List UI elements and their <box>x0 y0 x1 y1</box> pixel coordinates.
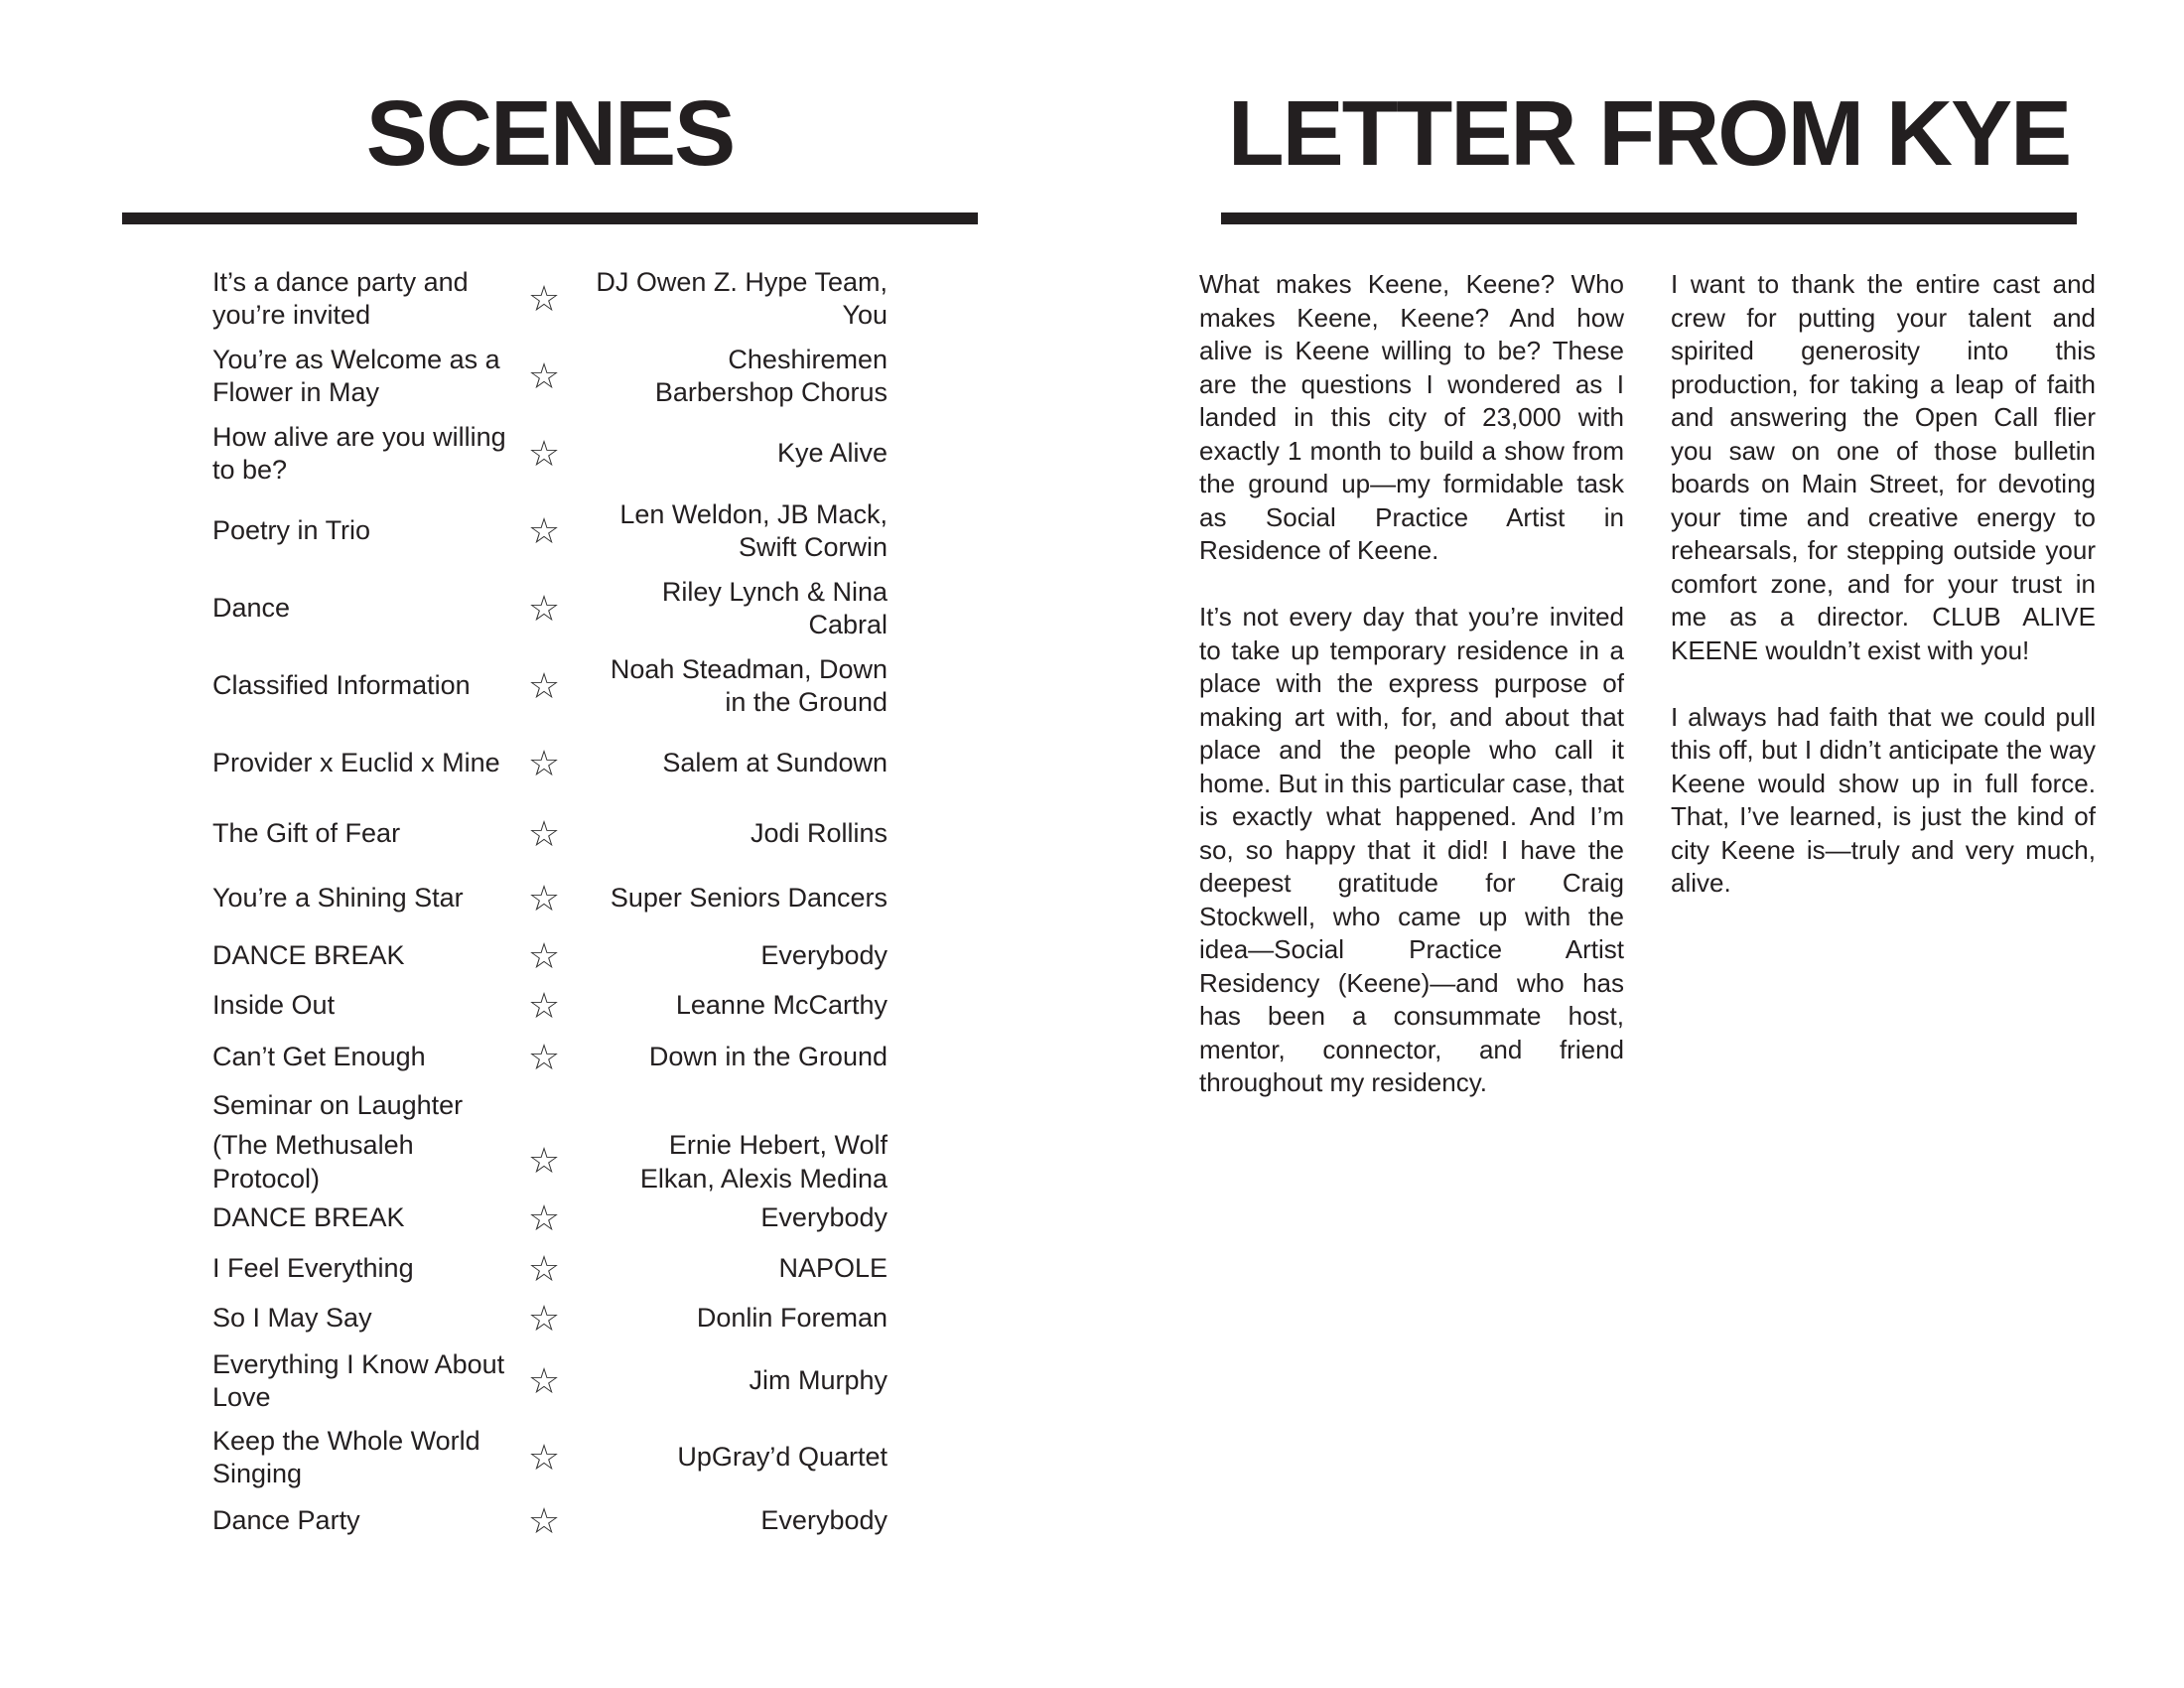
scene-row <box>212 338 887 415</box>
scene-row <box>212 570 887 647</box>
scene-row <box>212 1031 887 1083</box>
scene-performer: Everybody <box>760 940 887 970</box>
scene-title: Classified Information <box>212 670 471 700</box>
star-icon: ☆ <box>527 1437 561 1477</box>
scene-title: Can’t Get Enough <box>212 1041 426 1071</box>
letter-paragraph: It’s not every day that you’re invited to take up temporary residence in a place with the express purpose of making art with, for, and about that place and the people who call it home. But in this particular case, that is exactly what happened. And I’m so, so happy that it did! I have the deepest gratitude for Craig Stockwell, who came up with the idea—Social Practice Artist Residency (Keene)—and who has has been a consummate host, mentor, connector, and friend throughout my residency. <box>1199 602 1624 1097</box>
scene-row <box>212 1496 887 1546</box>
scene-row <box>212 1419 887 1496</box>
scene-title: Provider x Euclid x Mine <box>212 748 500 777</box>
scene-title: Poetry in Trio <box>212 515 371 545</box>
scene-row <box>212 1129 887 1193</box>
scene-list <box>212 260 887 1546</box>
scene-title: It’s a dance party and you’re invited <box>212 266 469 330</box>
scene-performer: Kye Alive <box>776 438 887 468</box>
star-icon: ☆ <box>527 743 561 783</box>
scene-performer: Cheshiremen Barbershop Chorus <box>654 344 887 407</box>
letter-page <box>1092 0 2184 1688</box>
scene-row <box>212 866 887 931</box>
scene-performer: Jim Murphy <box>749 1365 887 1395</box>
scene-row <box>212 1244 887 1294</box>
scene-title: DANCE BREAK <box>212 1202 405 1232</box>
star-icon: ☆ <box>527 1036 561 1077</box>
letter-column-1 <box>1199 268 1624 1133</box>
star-icon: ☆ <box>527 588 561 629</box>
star-icon: ☆ <box>527 985 561 1026</box>
letter-heading-rule <box>1221 212 2077 224</box>
scene-title: Inside Out <box>212 990 336 1020</box>
scene-performer: Everybody <box>760 1505 887 1535</box>
scene-performer: Len Weldon, JB Mack, Swift Corwin <box>619 498 887 562</box>
scene-title: Keep the Whole World Singing <box>212 1425 480 1488</box>
scene-title: Everything I Know About Love <box>212 1348 505 1412</box>
scenes-heading: SCENES <box>365 81 735 185</box>
scene-title: You’re as Welcome as a Flower in May <box>212 344 500 407</box>
scene-row <box>212 492 887 570</box>
scene-row <box>212 931 887 981</box>
star-icon: ☆ <box>527 433 561 474</box>
scene-title: (The Methusaleh Protocol) <box>212 1130 414 1194</box>
scene-performer: Down in the Ground <box>648 1041 887 1071</box>
scene-performer: Donlin Foreman <box>696 1303 887 1333</box>
scene-row <box>212 415 887 492</box>
scene-performer: DJ Owen Z. Hype Team, You <box>596 266 887 330</box>
scene-performer: Leanne McCarthy <box>675 990 887 1020</box>
scene-performer: Noah Steadman, Down in the Ground <box>610 653 887 717</box>
scene-row <box>212 260 887 338</box>
star-icon: ☆ <box>527 1248 561 1289</box>
scenes-heading-rule <box>122 212 978 224</box>
letter-paragraph: What makes Keene, Keene? Who makes Keene, Keene? And how alive is Keene willing to be? These are the questions I wondered as I landed in this city of 23,000 with exactly 1 month to build a show from the ground up—my formidable task as Social Practice Artist in Residence of Keene. <box>1199 269 1624 565</box>
star-icon: ☆ <box>527 278 561 319</box>
letter-heading: LETTER FROM KYE <box>1227 81 2071 185</box>
star-icon: ☆ <box>527 1298 561 1338</box>
star-icon: ☆ <box>527 355 561 396</box>
star-icon: ☆ <box>527 1500 561 1541</box>
scene-title: I Feel Everything <box>212 1253 414 1283</box>
star-icon: ☆ <box>527 935 561 976</box>
scene-performer: Super Seniors Dancers <box>610 883 887 913</box>
scene-row <box>212 725 887 802</box>
scene-performer: Everybody <box>760 1202 887 1232</box>
scene-performer: Riley Lynch & Nina Cabral <box>661 576 887 639</box>
scene-title: You’re a Shining Star <box>212 883 464 913</box>
scene-title: Seminar on Laughter <box>212 1090 464 1120</box>
star-icon: ☆ <box>527 813 561 854</box>
scene-title: How alive are you willing to be? <box>212 421 506 485</box>
star-icon: ☆ <box>527 1360 561 1401</box>
scene-performer: Ernie Hebert, Wolf Elkan, Alexis Medina <box>639 1130 887 1194</box>
scene-row <box>212 1083 887 1129</box>
scene-row <box>212 1294 887 1343</box>
scene-row <box>212 1343 887 1419</box>
star-icon: ☆ <box>527 510 561 551</box>
star-icon: ☆ <box>527 1140 561 1181</box>
scene-title: So I May Say <box>212 1303 372 1333</box>
scene-title: Dance Party <box>212 1505 360 1535</box>
scene-performer: UpGray’d Quartet <box>677 1442 887 1472</box>
scene-row <box>212 981 887 1031</box>
star-icon: ☆ <box>527 665 561 706</box>
scene-title: The Gift of Fear <box>212 818 401 848</box>
star-icon: ☆ <box>527 878 561 918</box>
letter-paragraph: I always had faith that we could pull this off, but I didn’t anticipate the way Keene would show up in full force. That, I’ve learned, is just the kind of city Keene is—truly and very much, alive. <box>1671 701 2096 898</box>
star-icon: ☆ <box>527 1197 561 1238</box>
scene-row <box>212 1193 887 1244</box>
scene-performer: Salem at Sundown <box>662 748 887 777</box>
letter-column-2 <box>1671 268 2096 933</box>
scene-performer: Jodi Rollins <box>750 818 887 848</box>
letter-paragraph: I want to thank the entire cast and crew for putting your talent and spirited generosity into this production, for taking a leap of faith and answering the Open Call flier you saw on one of those bulletin boards on Main Street, for devoting your time and creative energy to rehearsals, for stepping outside your comfort zone, and for your trust in me as a director. CLUB ALIVE KEENE wouldn’t exist with you! <box>1671 269 2096 665</box>
scene-title: DANCE BREAK <box>212 940 405 970</box>
scene-title: Dance <box>212 593 291 623</box>
scene-performer: NAPOLE <box>778 1253 887 1283</box>
scene-row <box>212 802 887 866</box>
scene-row <box>212 647 887 725</box>
